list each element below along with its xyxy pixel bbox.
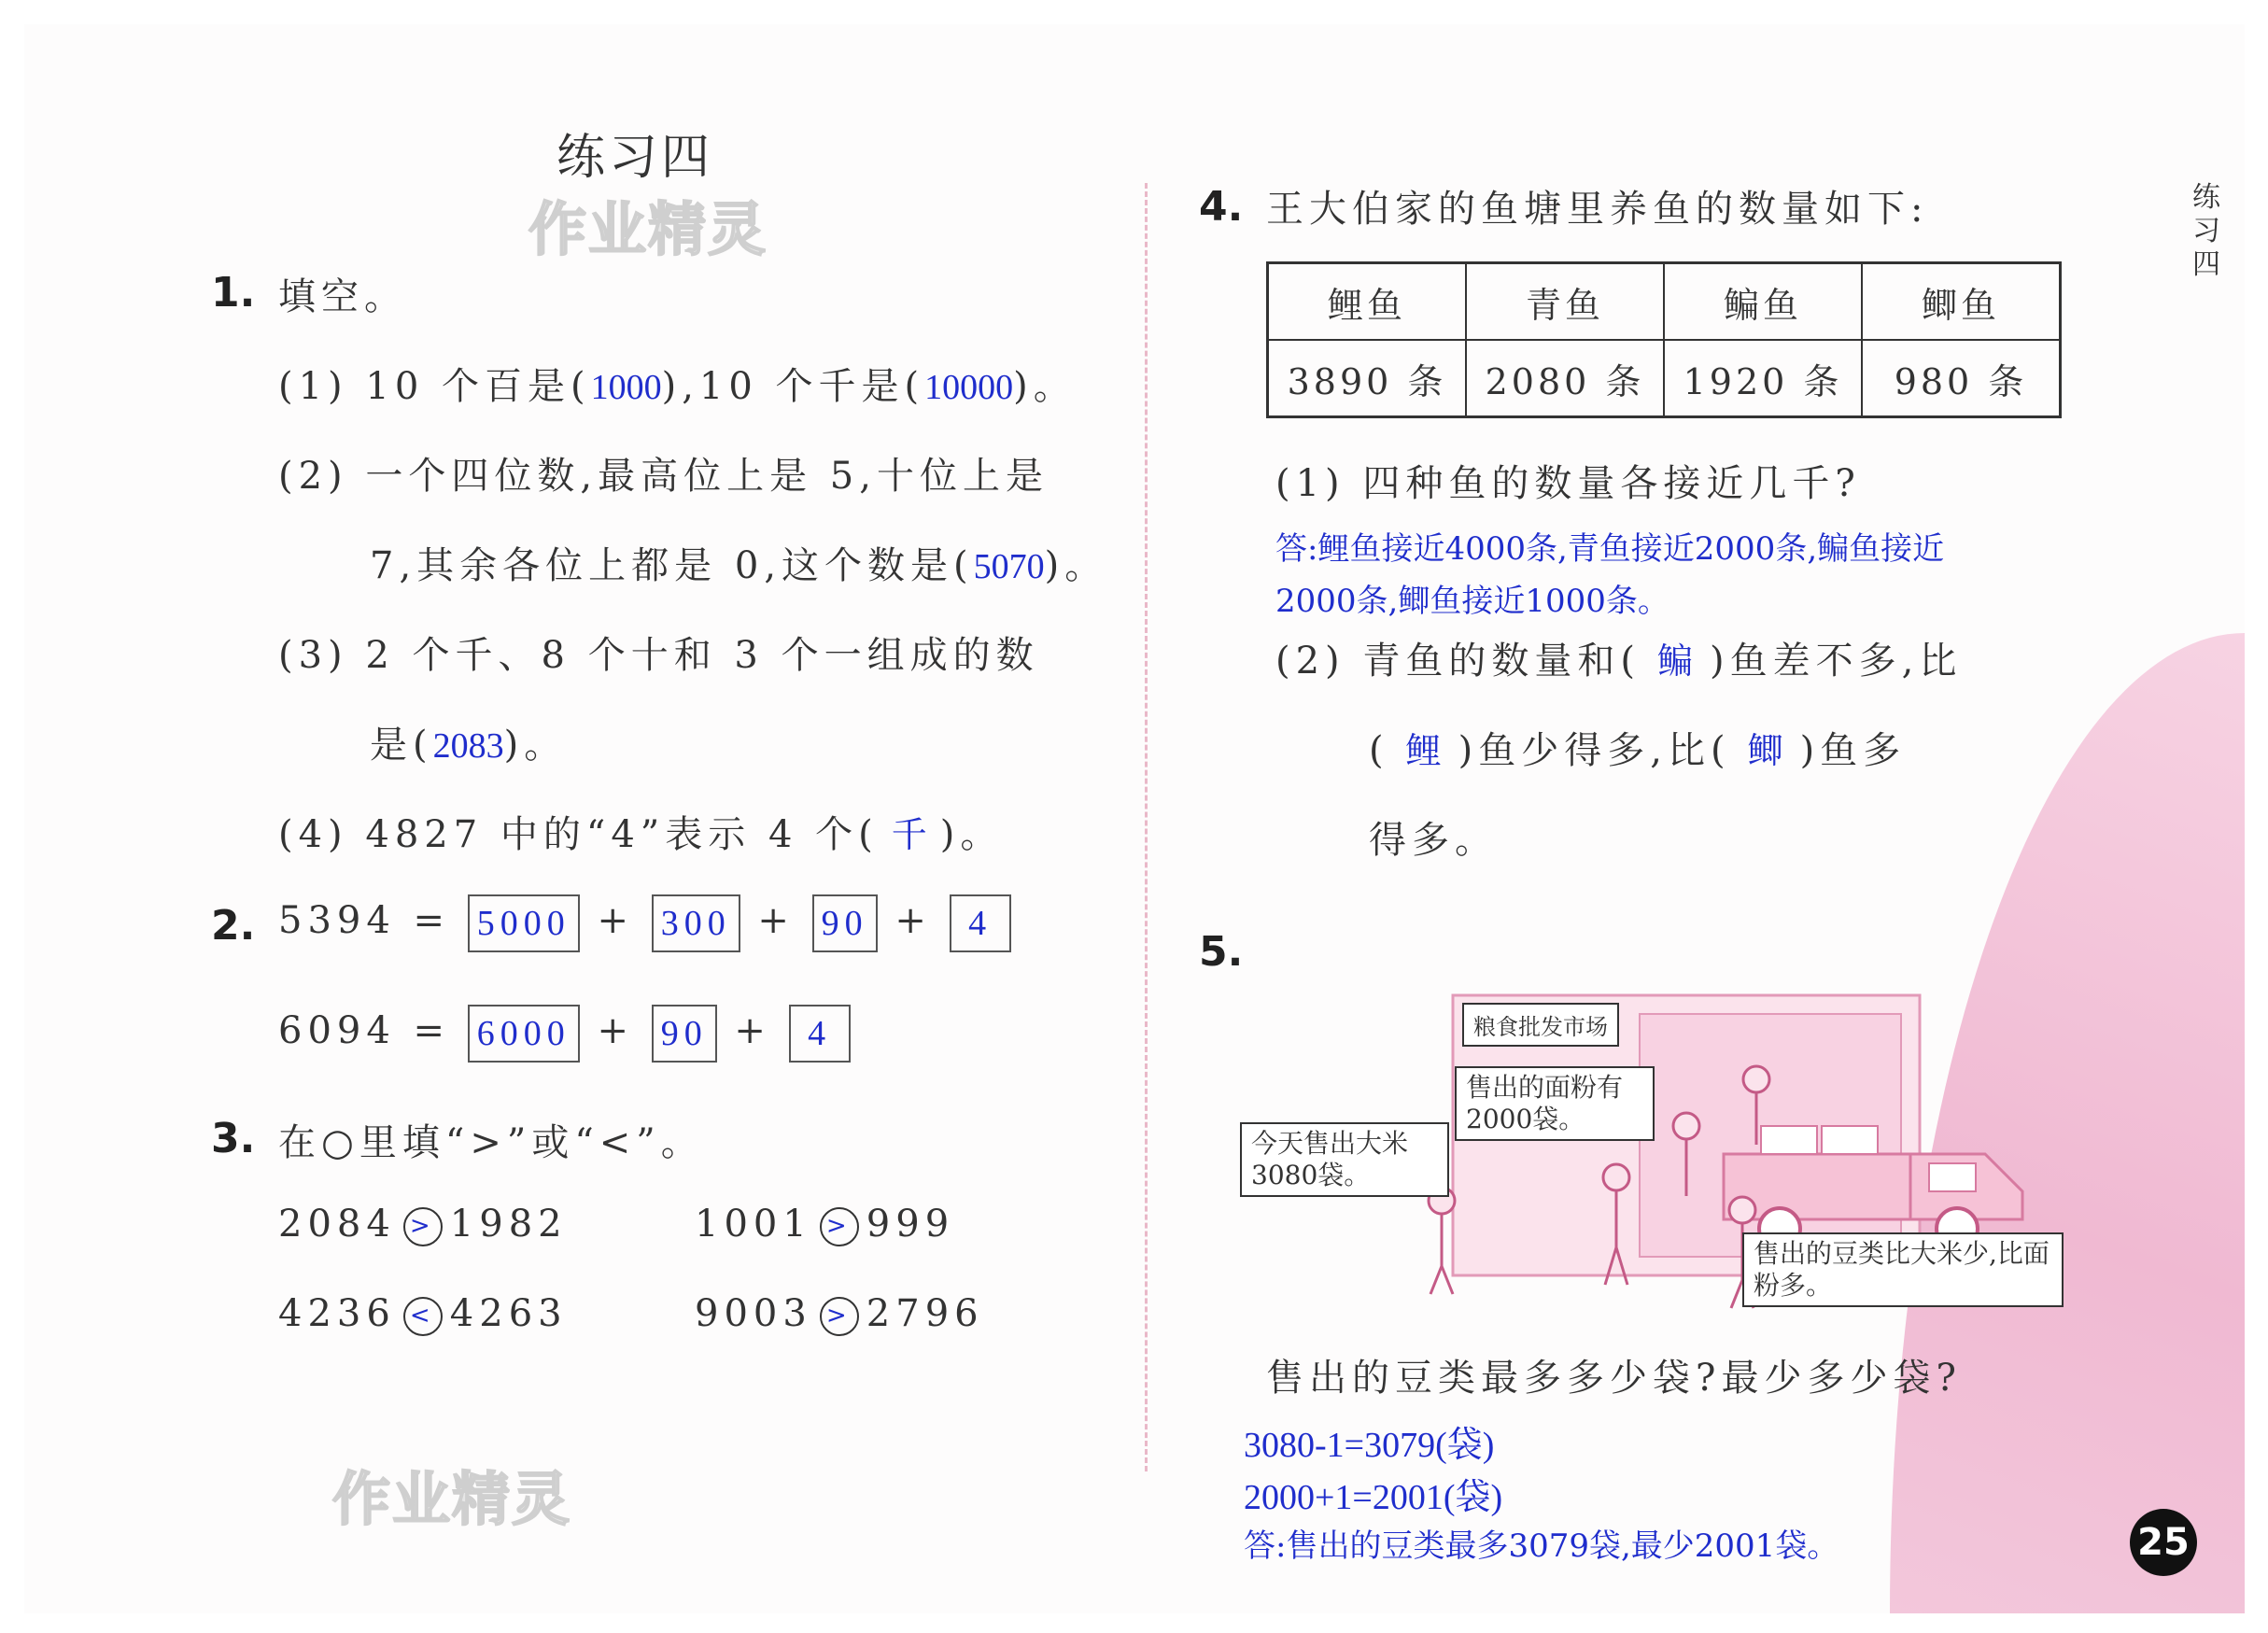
watermark-bottom: 作业精灵 — [332, 1465, 572, 1533]
box-90: 90 — [652, 1005, 717, 1063]
q1-part4: (4) 4827 中的“4”表示 4 个( 千 )。 — [278, 813, 1004, 856]
box-6000: 6000 — [468, 1005, 580, 1063]
q1-part3-line2: 是(2083)。 — [370, 724, 568, 767]
box-4: 4 — [789, 1005, 851, 1063]
page-title: 练习四 — [556, 130, 714, 186]
q1-label: 填空。 — [278, 275, 407, 318]
table-header: 鲤鱼 — [1268, 263, 1467, 341]
q1-number: 1. — [211, 269, 256, 317]
q4-part1-question: (1) 四种鱼的数量各接近几千? — [1275, 462, 1861, 505]
q3-label: 在○里填“>”或“<”。 — [278, 1121, 704, 1164]
q4-part2-line1: (2) 青鱼的数量和( 鳊 )鱼差不多,比 — [1275, 640, 1963, 683]
compare-item: 1001 > 999 — [695, 1203, 955, 1246]
compare-item: 4236 < 4263 — [278, 1292, 568, 1335]
side-chapter-label: 练 习 四 — [2192, 181, 2220, 281]
q2-number: 2. — [211, 902, 256, 950]
q5-answer-line2: 2000+1=2001(袋) — [1244, 1478, 1503, 1517]
q4-label: 王大伯家的鱼塘里养鱼的数量如下: — [1266, 188, 1929, 231]
table-cell: 980 条 — [1862, 340, 2061, 417]
answer-10000: 10000 — [924, 368, 1014, 407]
table-cell: 1920 条 — [1664, 340, 1862, 417]
q1-part2-line2: 7,其余各位上都是 0,这个数是(5070)。 — [370, 544, 1108, 587]
answer-ji: 鲫 — [1747, 730, 1783, 771]
q5-answer-line1: 3080-1=3079(袋) — [1244, 1426, 1495, 1465]
q4-part1-answer-line1: 答:鲤鱼接近4000条,青鱼接近2000条,鳊鱼接近 — [1275, 530, 1945, 568]
q4-number: 4. — [1199, 183, 1244, 231]
box-300: 300 — [652, 894, 740, 952]
compare-circle: > — [820, 1297, 859, 1336]
table-header: 鲫鱼 — [1862, 263, 2061, 341]
q1-part2-line1: (2) 一个四位数,最高位上是 5,十位上是 — [278, 455, 1049, 498]
speech-bubble-beans: 售出的豆类比大米少,比面粉多。 — [1742, 1232, 2064, 1307]
answer-5070: 5070 — [973, 547, 1045, 586]
answer-1000: 1000 — [590, 368, 662, 407]
q4-part1-answer-line2: 2000条,鲫鱼接近1000条。 — [1275, 583, 1669, 620]
q2-row1: 5394 = 5000 + 300 + 90 + 4 — [278, 894, 1011, 952]
q4-part2-line3: 得多。 — [1369, 819, 1498, 862]
q4-part2-line2: ( 鲤 )鱼少得多,比( 鲫 )鱼多 — [1369, 729, 1907, 772]
watermark-top: 作业精灵 — [528, 195, 768, 263]
speech-bubble-flour: 售出的面粉有2000袋。 — [1455, 1066, 1655, 1141]
market-sign: 粮食批发市场 — [1462, 1003, 1619, 1047]
q1-part1: (1) 10 个百是(1000),10 个千是(10000)。 — [278, 365, 1077, 408]
compare-circle: > — [820, 1207, 859, 1246]
workbook-page — [24, 24, 2245, 1613]
compare-circle: > — [403, 1207, 443, 1246]
compare-item: 2084 > 1982 — [278, 1203, 568, 1246]
answer-qian: 千 — [891, 814, 927, 855]
q5-number: 5. — [1199, 928, 1244, 976]
speech-bubble-rice: 今天售出大米3080袋。 — [1240, 1122, 1449, 1197]
center-divider — [1145, 183, 1148, 1471]
q1-part3-line1: (3) 2 个千、8 个十和 3 个一组成的数 — [278, 634, 1039, 677]
box-90: 90 — [812, 894, 878, 952]
q3-number: 3. — [211, 1115, 256, 1162]
box-4: 4 — [950, 894, 1011, 952]
answer-2083: 2083 — [432, 726, 504, 766]
compare-item: 9003 > 2796 — [695, 1292, 984, 1335]
q5-answer-line3: 答:售出的豆类最多3079袋,最少2001袋。 — [1244, 1527, 1839, 1565]
q5-question: 售出的豆类最多多少袋?最少多少袋? — [1266, 1357, 1962, 1400]
page-number: 25 — [2130, 1509, 2197, 1576]
table-header: 鳊鱼 — [1664, 263, 1862, 341]
answer-li: 鲤 — [1405, 730, 1442, 771]
box-5000: 5000 — [468, 894, 580, 952]
answer-bian: 鳊 — [1656, 641, 1693, 682]
compare-circle: < — [403, 1297, 443, 1336]
fish-table — [1266, 261, 2062, 418]
table-cell: 2080 条 — [1466, 340, 1664, 417]
table-cell: 3890 条 — [1268, 340, 1467, 417]
q2-row2: 6094 = 6000 + 90 + 4 — [278, 1005, 851, 1063]
table-header: 青鱼 — [1466, 263, 1664, 341]
